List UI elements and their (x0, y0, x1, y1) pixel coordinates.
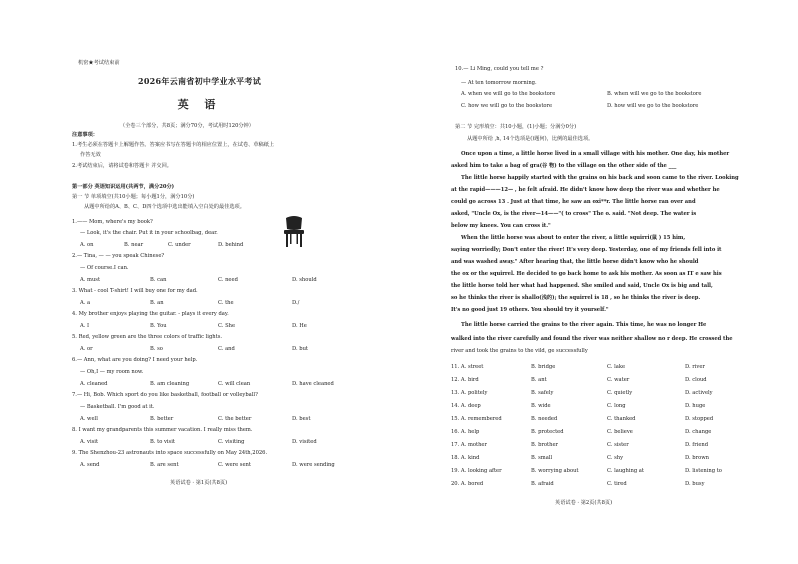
option-b: B. can (150, 277, 167, 283)
question-stem-2: — Oh,I — my room now. (80, 369, 144, 375)
option-a: A. cleaned (80, 381, 108, 387)
option-b: B. ant (531, 377, 547, 383)
passage-line: saying worriedly; Don't enter the river! It's very deep. Yesterday, one of my friends fell into it (451, 247, 722, 253)
passage-line: and was washed away." After hearing that, the little horse didn't know who he should (451, 259, 699, 265)
question-stem: 2.— Tina, — — you speak Chinese? (72, 253, 165, 259)
note-1: 1.考生必须在答题卡上解题作答。答案应书写在答题卡的相应位置上，在试卷、草稿纸上 (72, 142, 275, 148)
option-d: D. behind (218, 242, 244, 248)
option-a: 11. A. street (451, 364, 484, 370)
option-a: 14. A. deep (451, 403, 481, 409)
option-c: C. need (218, 277, 238, 283)
page-footer: 英语试卷 · 第1页(共8页) (170, 480, 228, 486)
passage-line: It's no good just 19 others. You should try it yourself." (451, 307, 609, 313)
question-stem: 1.—— Mom, where's my book? (72, 219, 153, 225)
question-stem-2: — Look, it's the chair. Put it in your schoolbag, dear. (80, 230, 218, 236)
option-c: C. the better (218, 416, 252, 422)
notes-heading: 注意事项： (72, 132, 98, 138)
question-stem: 5. Red, yellow green are the three colors of traffic lights. (72, 334, 223, 340)
option-d: D. have cleaned (292, 381, 334, 387)
option-d: D. He (292, 323, 307, 329)
subject-title: 英 语 (177, 98, 222, 111)
question-stem: 7.— Hi, Bob. Which sport do you like basketball, football or volleyball? (72, 392, 258, 398)
option-b: B. so (150, 346, 163, 352)
section-2-heading: 第二 节 完形填空：共10小题，(1)小题；分满分0分) (455, 124, 577, 130)
option-c: C. water (607, 377, 630, 383)
option-b: B. bridge (531, 364, 556, 370)
page-footer: 英语试卷 · 第2页(共8页) (555, 500, 613, 506)
chair-illustration (280, 215, 308, 249)
confidential-label: 机密★考试结束前 (78, 60, 120, 66)
option-a: 16. A. help (451, 429, 480, 435)
option-d: D. how will we go to the bookstore (607, 103, 699, 109)
option-b: B. are sent (150, 462, 179, 468)
question-10-stem-2: — At ten tomorrow morning. (461, 80, 537, 86)
option-b: B. near (124, 242, 144, 248)
option-d: D. stopped (685, 416, 714, 422)
option-c: C. visiting (218, 439, 245, 445)
option-c: C. under (168, 242, 191, 248)
option-a: 15. A. remembered (451, 416, 502, 422)
exam-subtitle: （全卷三个部分，共8页；满分70分，考试用时120分钟） (120, 123, 254, 129)
question-stem: 3. What - cool T-shirt! I will buy one for my dad. (72, 288, 198, 294)
option-b: B. wide (531, 403, 551, 409)
passage-line: below my knees. You can cross it." (451, 223, 551, 229)
option-c: C. the (218, 300, 234, 306)
option-a: A. visit (80, 439, 99, 445)
passage-line: Once upon a time, a little horse lived in a small village with his mother. One day, his mother (461, 151, 730, 157)
passage-line: river and took the grains to the vild, ge successfully (451, 348, 588, 354)
question-10-stem: 10.— Li Ming, could you tell me ? (455, 66, 544, 72)
option-a: 17. A. mother (451, 442, 487, 448)
option-d: D. river (685, 364, 705, 370)
section-2-instruction: 从题中所给 ,h, 14个选项是()题何)，比例的最佳选项。 (467, 136, 594, 142)
option-a: A. I (80, 323, 90, 329)
option-a: 12. A. bird (451, 377, 479, 383)
option-b: B. You (150, 323, 167, 329)
option-c: C. thanked (607, 416, 636, 422)
section-1-heading: 第一 节 单项填空(共10小题；每小题1分，满分10分) (72, 194, 195, 200)
option-b: B. protected (531, 429, 564, 435)
option-d: D. should (292, 277, 317, 283)
option-a: A. send (80, 462, 100, 468)
option-b: B. worrying about (531, 468, 579, 474)
exam-page-2 (399, 0, 798, 564)
option-b: B. an (150, 300, 164, 306)
question-stem: 8. I want my grandparents this summer vacation. I really miss them. (72, 427, 253, 433)
option-d: D. busy (685, 481, 705, 487)
option-d: D. huge (685, 403, 706, 409)
option-c: C. believe (607, 429, 633, 435)
option-a: A. well (80, 416, 98, 422)
option-b: B. am cleaning (150, 381, 190, 387)
exam-title: 2026年云南省初中学业水平考试 (137, 76, 262, 86)
option-c: C. laughing at (607, 468, 644, 474)
option-b: B. needed (531, 416, 558, 422)
option-a: A. on (80, 242, 94, 248)
option-c: C. and (218, 346, 235, 352)
question-stem: 4. My brother enjoys playing the guitar. - plays it every day. (72, 311, 229, 317)
passage-line: walked into the river carefully and found the river was neither shallow no r deep. He crossed the (451, 336, 733, 342)
option-c: C. sister (607, 442, 629, 448)
option-a: A. must (80, 277, 101, 283)
option-d: D. listening to (685, 468, 722, 474)
passage-line: at the rapid———12— , he felt afraid. He didn't know how deep the river was and whether he (451, 187, 720, 193)
passage-line: so he thinks the river is shallo(浅的); the squirrel is 18 , so he thinks the river is deep. (451, 295, 701, 301)
passage-line: asked, "Uncle Ox, is the river—14——"( to cross" The o. said. "Not deep. The water is (451, 211, 697, 217)
option-a: A. a (80, 300, 91, 306)
option-a: 20. A. bored (451, 481, 484, 487)
option-c: C. long (607, 403, 626, 409)
option-b: B. small (531, 455, 553, 461)
option-b: B. brother (531, 442, 559, 448)
option-b: B. better (150, 416, 174, 422)
option-c: C. shy (607, 455, 624, 461)
option-b: B. to visit (150, 439, 175, 445)
note-1-cont: 作答无效 (80, 152, 101, 158)
option-b: B. afraid (531, 481, 554, 487)
option-d: D. but (292, 346, 309, 352)
option-a: A. or (80, 346, 93, 352)
option-c: C. tired (607, 481, 627, 487)
option-d: D. best (292, 416, 311, 422)
option-c: C. were sent (218, 462, 251, 468)
option-b: B. when will we go to the bookstore (607, 91, 702, 97)
part-1-heading: 第一部分 英语知识运用(共两节，满分20分) (72, 184, 175, 190)
passage-line: The little horse carried the grains to the river again. This time, he was no longer He (461, 322, 707, 328)
option-d: D. brown (685, 455, 709, 461)
note-2: 2.考试结束后，请将试卷和答题卡 并交回。 (72, 163, 172, 169)
passage-line: could go across 13 . Just at that time, he saw an oxi**r. The little horse ran over and (451, 199, 696, 205)
passage-line: the little horse told her what had happened. She smiled and said, Uncle Ox is big and tall, (451, 283, 713, 289)
option-d: D. visited (292, 439, 317, 445)
option-a: 13. A. politely (451, 390, 488, 396)
option-c: C. will clean (218, 381, 251, 387)
option-c: C. lake (607, 364, 626, 370)
question-stem: 6.— Ann, what are you doing? I need your help. (72, 357, 198, 363)
option-c: C. how we will go to the bookstore (461, 103, 553, 109)
option-d: D. friend (685, 442, 709, 448)
option-a: 19. A. looking after (451, 468, 502, 474)
question-stem-2: — Basketball. I'm good at it. (80, 404, 155, 410)
option-a: A. when we will go to the bookstore (461, 91, 556, 97)
section-1-instruction: 从题中所给的A、B、C、D四个选项中选出能填入空白处的最佳选项。 (84, 204, 245, 210)
option-d: D. cloud (685, 377, 707, 383)
option-a: 18. A. kind (451, 455, 480, 461)
option-c: C. quietly (607, 390, 633, 396)
question-stem: 9. The Shenzhou-23 astronauts into space successfully on May 24th,2026. (72, 450, 268, 456)
option-d: D. were sending (292, 462, 335, 468)
option-d: D. change (685, 429, 712, 435)
passage-line: the ox or the squirrel. He decided to go back home to ask his mother. As soon as IT e saw his (451, 271, 722, 277)
option-d: D. actively (685, 390, 713, 396)
passage-line: asked him to take a bag of gra(谷 物) to the village on the other side of the ___ (451, 163, 677, 169)
question-stem-2: — Of course.I can. (80, 265, 129, 271)
passage-line: The little horse happily started with the grains on his back and soon came to the river. Looking (461, 175, 739, 181)
option-c: C. She (218, 323, 236, 329)
passage-line: When the little horse was about to enter the river, a little squirri(鼠 ) 15 him, (461, 235, 686, 241)
option-b: B. safely (531, 390, 554, 396)
option-d: D./ (292, 300, 300, 306)
